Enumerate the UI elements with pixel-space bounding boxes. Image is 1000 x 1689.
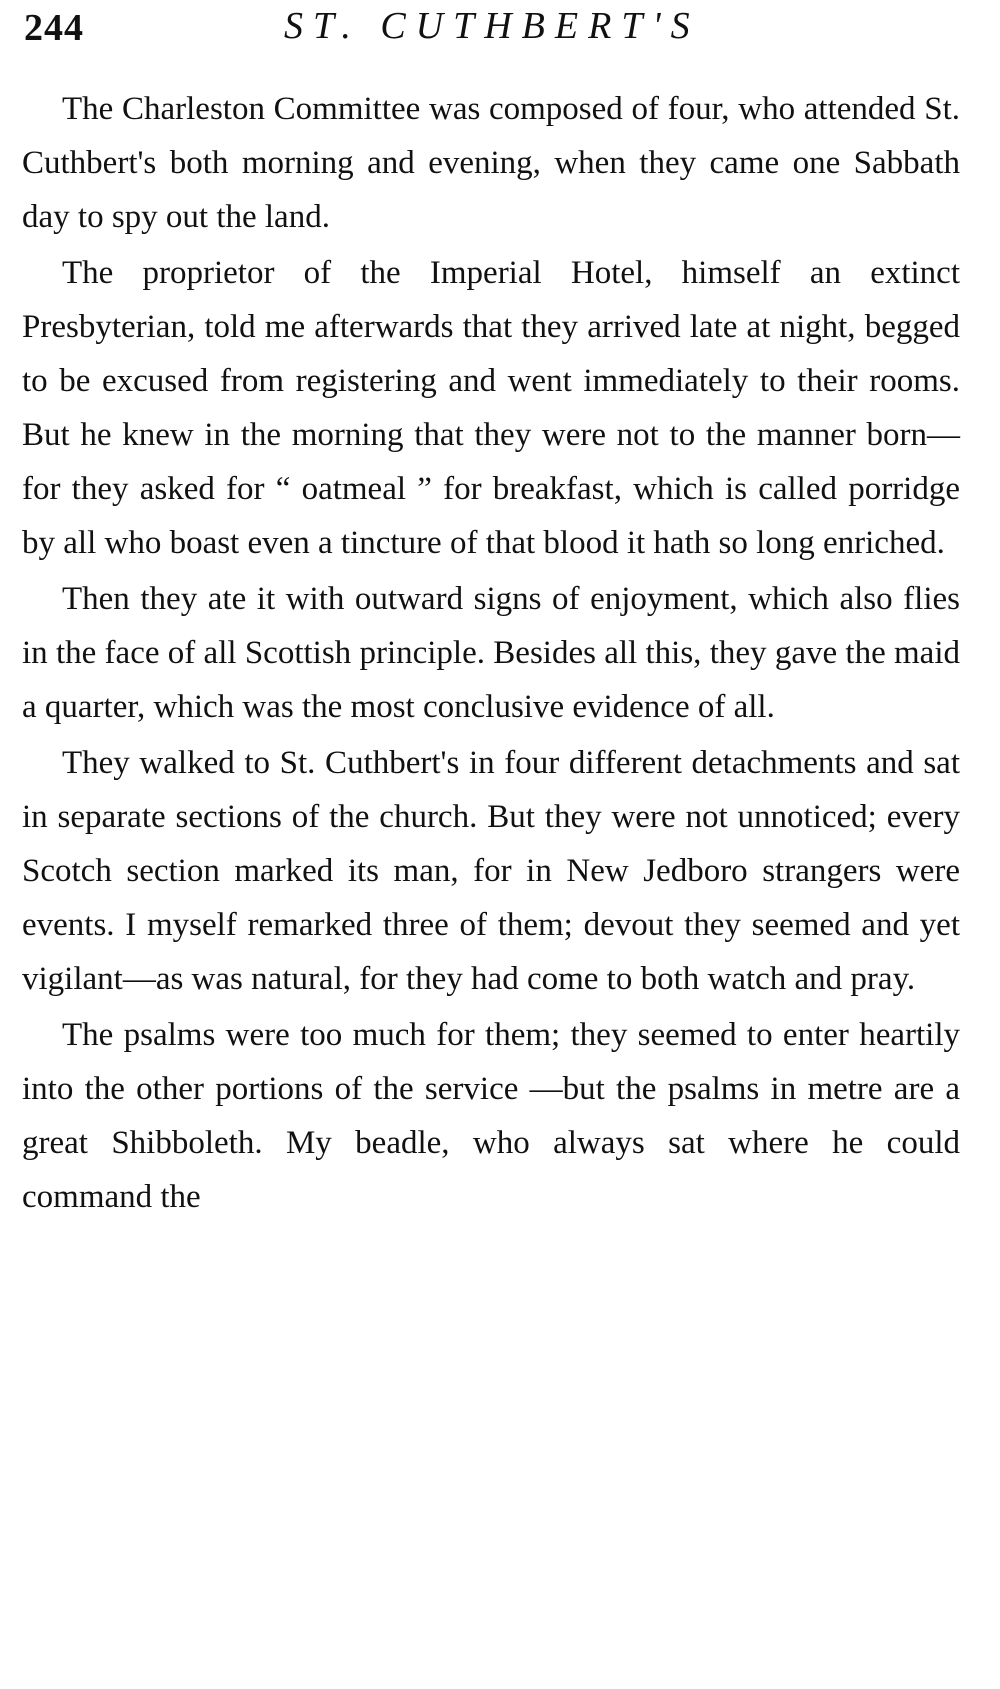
paragraph: The Charleston Committee was composed of four, who attended St. Cuthbert's both morning and evening, when they came one Sabbath day to spy out the land.	[22, 91, 960, 235]
paragraph: The proprietor of the Imperial Hotel, himself an extinct Presbyterian, told me afterwards that they arrived late at night, begged to be excused from registering and went immediately to their rooms. But he knew in the morning that they were not to the manner born—for they asked for “ oatmeal ” for breakfast, which is called porridge by all who boast even a tincture of that blood it hath so long enriched.	[22, 255, 960, 561]
page-number: 244	[24, 7, 84, 49]
running-head: ST. CUTHBERT'S	[284, 5, 700, 47]
body-text	[22, 82, 960, 1224]
paragraph: The psalms were too much for them; they seemed to enter heartily into the other portions of the service —but the psalms in metre are a great Shibboleth. My beadle, who always sat where he could command the	[22, 1017, 960, 1215]
paragraph: They walked to St. Cuthbert's in four different detachments and sat in separate sections of the church. But they were not unnoticed; every Scotch section marked its man, for in New Jedboro strangers were events. I myself remarked three of them; devout they seemed and yet vigilant—as was natural, for they had come to both watch and pray.	[22, 745, 960, 997]
paragraph: Then they ate it with outward signs of enjoyment, which also flies in the face of all Scottish principle. Besides all this, they gave the maid a quarter, which was the most conclusive evidence of all.	[22, 581, 960, 725]
page-header	[22, 0, 960, 72]
